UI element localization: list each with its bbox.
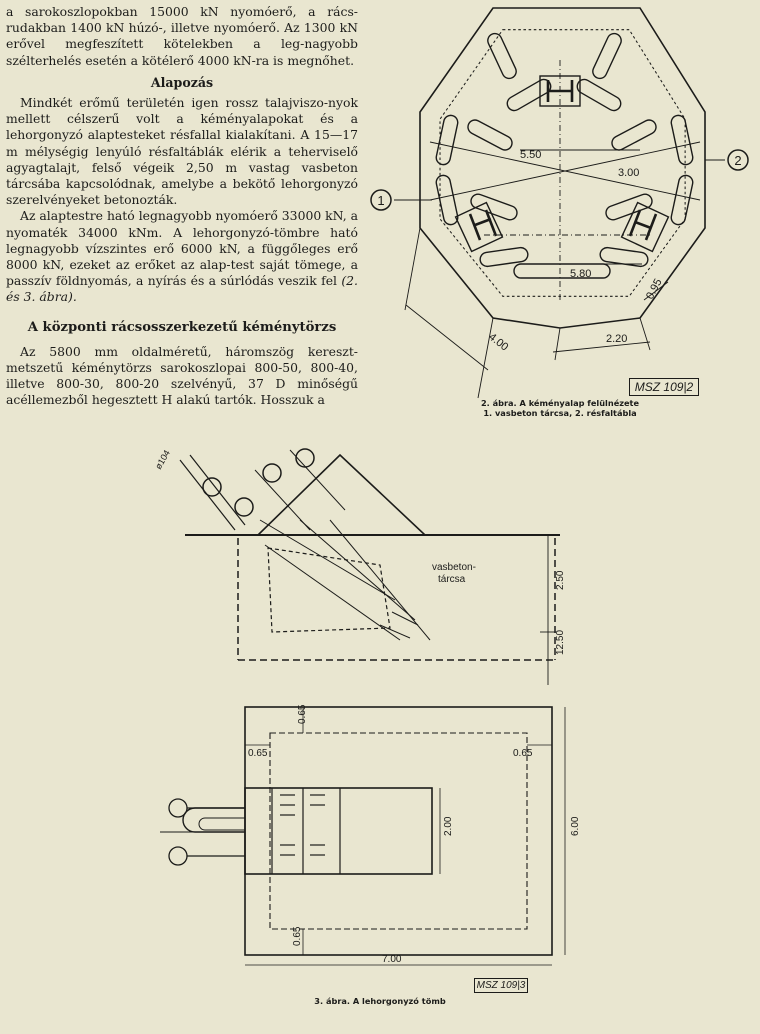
- label-vasbeton: vasbeton-: [432, 562, 476, 573]
- paragraph-4: Az 5800 mm oldalméretű, háromszög kereszt-metszetű kéménytörzs sarokoszlopai 800-50, 800-40, illetve 800-30, 800-20 szelvényű, 37 D minőségű acéllemezből hegesztett H alakú tartók. Hosszuk a: [6, 343, 358, 408]
- dim-0-65-left: 0.65: [248, 748, 268, 759]
- dim-0-65-bottom: 0.65: [292, 926, 303, 946]
- section-view: [180, 449, 560, 685]
- figure-3-stamp: MSZ 109|3: [474, 978, 528, 993]
- dim-0-65-top: 0.65: [297, 704, 308, 724]
- octagon-outline: [420, 8, 705, 328]
- column-anchor-blocks: [456, 76, 669, 251]
- heading-alapozas: Alapozás: [150, 74, 214, 90]
- dim-0-65-right: 0.65: [513, 748, 533, 759]
- marker-1-label: 1: [377, 193, 385, 208]
- dim-2-20: 2.20: [606, 333, 628, 345]
- figure-2-caption-title: 2. ábra. A kéményalap felülnézete: [480, 398, 640, 408]
- marker-1: [371, 190, 391, 210]
- dim-5-50: 5.50: [520, 149, 542, 161]
- dim-12-50: 12.50: [555, 629, 566, 655]
- dim-3-00: 3.00: [618, 167, 640, 179]
- marker-2: [728, 150, 748, 170]
- plan-view: [160, 707, 565, 965]
- figure-2-caption: [440, 398, 680, 418]
- paragraph-3: [6, 208, 358, 305]
- article-text-column: [6, 4, 358, 409]
- dim-7-00: 7.00: [382, 954, 402, 965]
- diaphragm-panels: [435, 31, 694, 278]
- figure-2-foundation-plan: [360, 0, 760, 420]
- dim-6-00: 6.00: [570, 816, 581, 836]
- paragraph-3-body: Az alaptestre ható legnagyobb nyomóerő 33000 kN, a nyomaték 34000 kNm. A lehorgonyzó-tömbre ható legnagyobb vízszintes erő 6000 kN, a függőleges erő 8000 kN, ezeket az erőket az alap-test saját tömege, a passzív földnyomás, a nyírás és a súrlódás veszik fel: [6, 208, 358, 289]
- marker-2-label: 2: [734, 153, 742, 168]
- paragraph-2: Mindkét erőmű területén igen rossz talajviszo-nyok mellett célszerű volt a kéményalapokat és a lehorgonyzó alaptesteket résfallal kialakítani. A 15—17 m mélységig lenyúló résfaltáblák elérik a teherviselő agyagtalajt, felső végeik 2,50 m vastag vasbeton tárcsába kapcsolódnak, amelybe a bekötő lehorgonyzó szerelvényeket betonozták.: [6, 95, 358, 208]
- label-tarcsa: tárcsa: [438, 574, 466, 585]
- dim-0-95: 0.95: [644, 276, 665, 302]
- figure-2-caption-legend: 1. vasbeton tárcsa, 2. résfaltábla: [483, 408, 637, 418]
- dim-2-00: 2.00: [443, 816, 454, 836]
- dim-5-80: 5.80: [570, 268, 592, 280]
- figure-3-caption: 3. ábra. A lehorgonyzó tömb: [314, 996, 446, 1006]
- dim-2-50: 2.50: [555, 570, 566, 590]
- dim-4-00: 4.00: [486, 330, 511, 354]
- figure-3-anchor-block: [0, 430, 760, 990]
- figure-reference: (2. és 3. ábra).: [6, 273, 358, 305]
- paragraph-1: a sarokoszlopokban 15000 kN nyomóerő, a rács-rudakban 1400 kN húzó-, illetve nyomóerő. Az 1300 kN erővel megfeszített kötelekben a leg-nagyobb szélterhelés esetén a kötélerő 4000 kN-ra is megnőhet.: [6, 4, 358, 68]
- dim-anchor-diameter: ø104: [153, 448, 172, 471]
- figure-2-stamp: MSZ 109|2: [629, 378, 699, 396]
- heading-kozponti-kemenytorzs: A központi rácsosszerkezetű kéménytörzs: [27, 319, 337, 335]
